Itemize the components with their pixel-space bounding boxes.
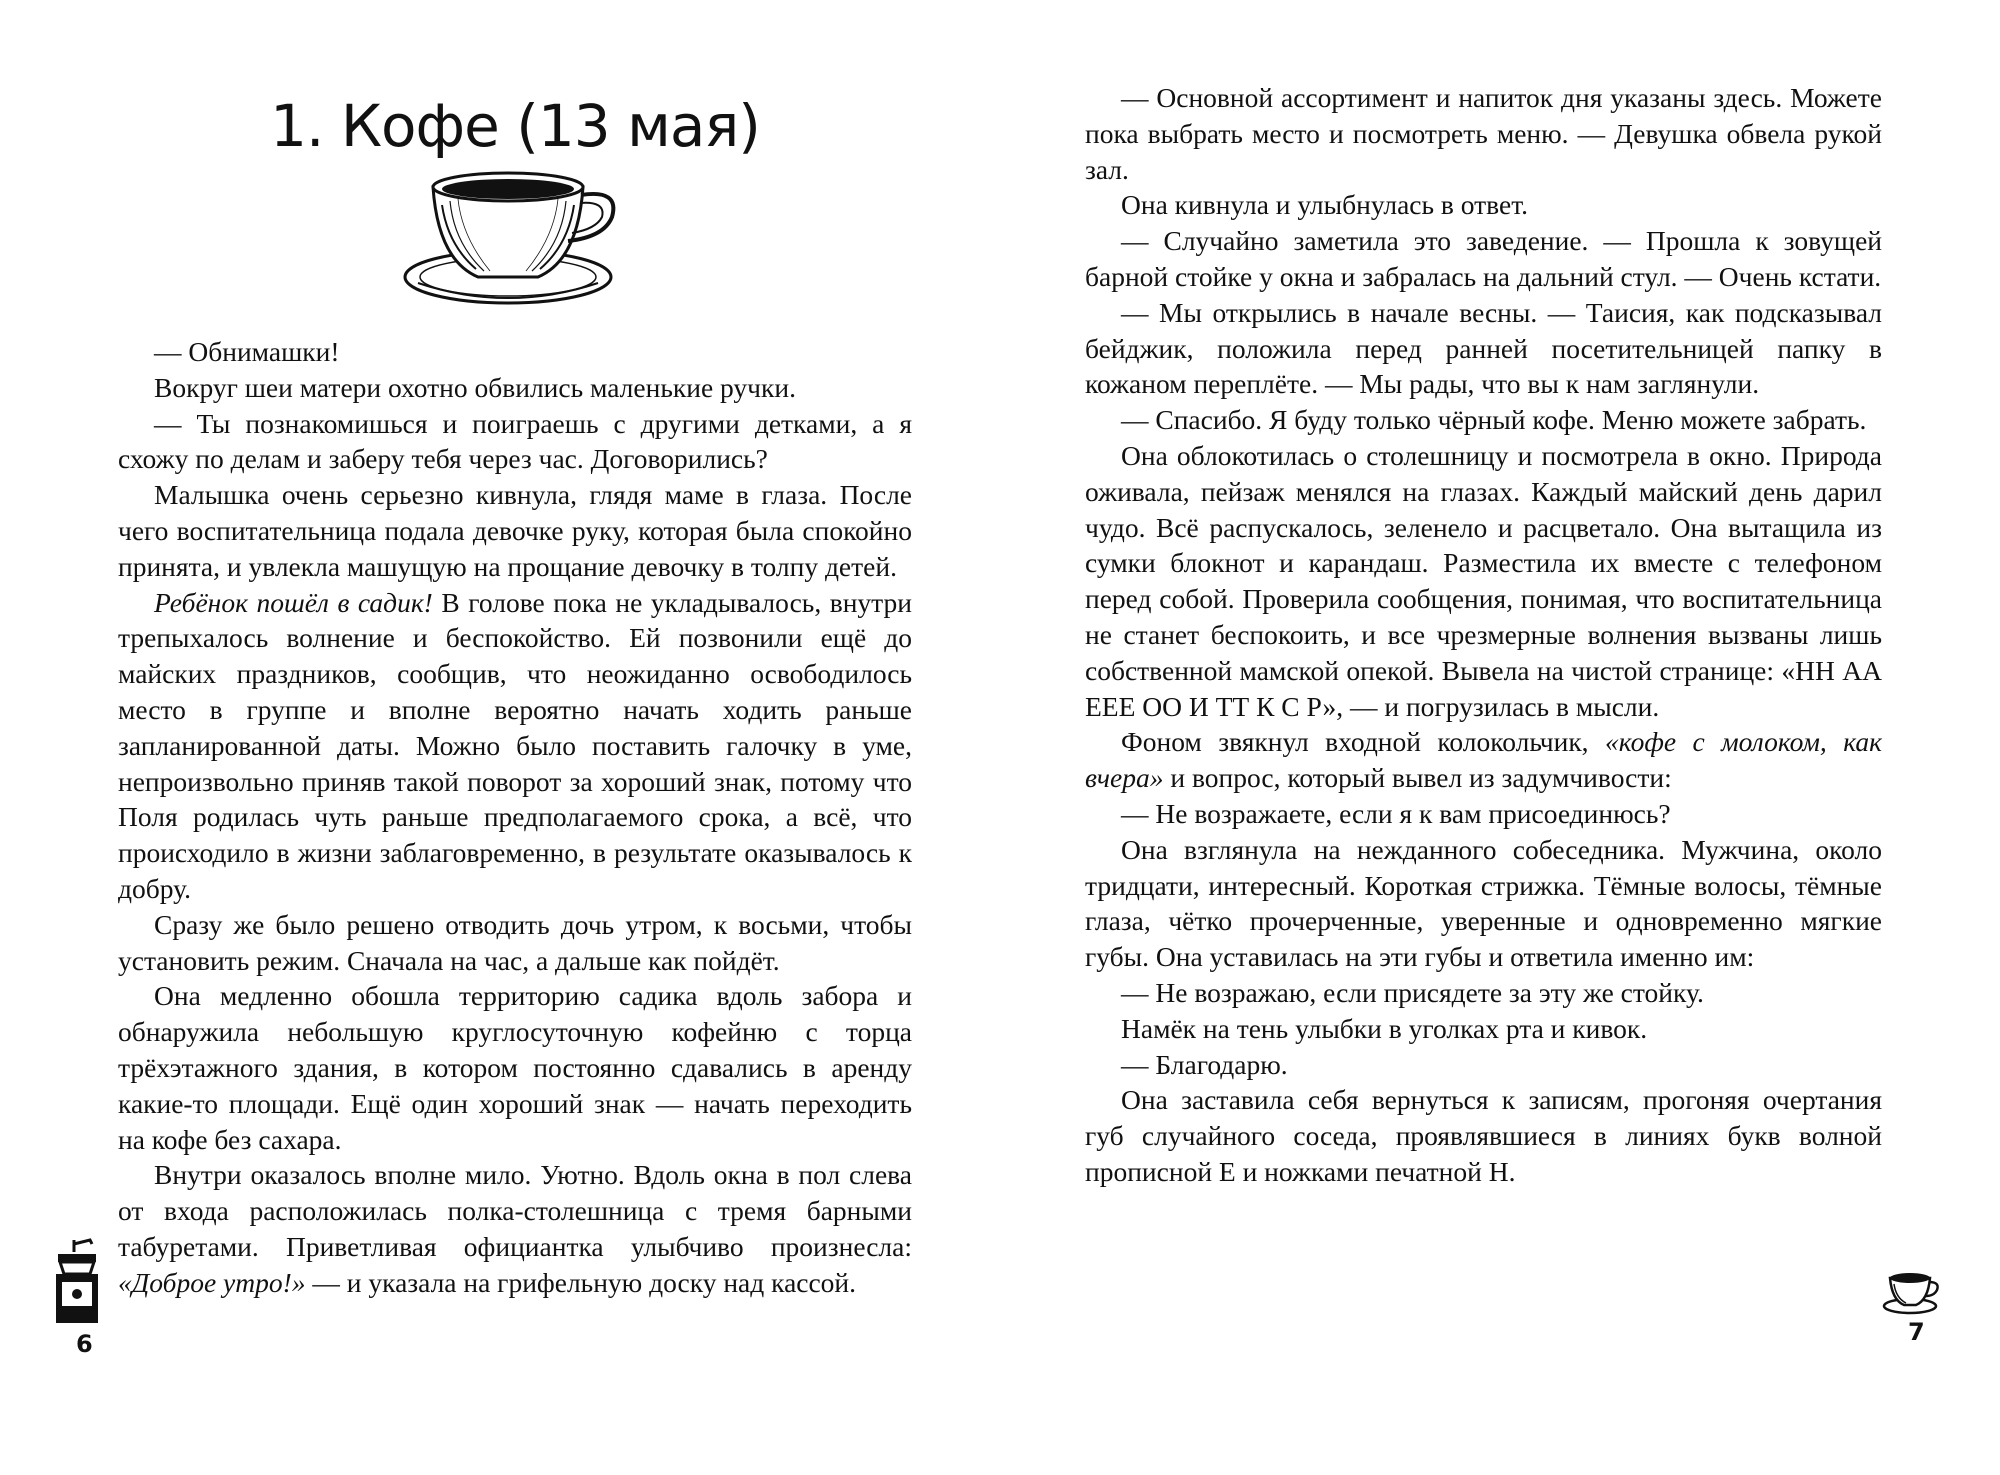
right-page-text — [1085, 80, 1882, 1190]
paragraph: — Мы открылись в начале весны. — Таисия, как подсказывал бейджик, положила перед ранней посетительницей папку в кожаном переплёте. — Мы рады, что вы к нам заглянули. — [1085, 296, 1882, 400]
paragraph: — Основной ассортимент и напиток дня указаны здесь. Можете пока выбрать место и посмотреть меню. — Девушка обвела рукой зал. — [1085, 82, 1882, 185]
paragraph: — Обнимашки! — [154, 336, 340, 367]
italic-phrase: «Доброе утро!» — [118, 1266, 306, 1298]
paragraph: Фоном звякнул входной колокольчик, «кофе с молоком, как вчера» и вопрос, который вывел из задумчивости: — [1085, 726, 1882, 794]
paragraph: Внутри оказалось вполне мило. Уютно. Вдоль окна в пол слева от входа расположилась полка-столешница с тремя барными табуретами. Приветливая официантка улыбчиво произнесла: «Доброе утро!» — и указала на грифельную доску над кассой. — [118, 1159, 912, 1298]
right-page — [1000, 0, 2000, 1475]
paragraph: Она медленно обошла территорию садика вдоль забора и обнаружила небольшую круглосуточную кофейню с торца трёхэтажного здания, в котором постоянно сдавались в аренду какие-то площади. Ещё один хороший знак — начать переходить на кофе без сахара. — [118, 980, 912, 1155]
paragraph: — Не возражаете, если я к вам присоединюсь? — [1121, 797, 1671, 829]
italic-phrase: Ребёнок пошёл в садик! — [154, 586, 433, 618]
paragraph: — Случайно заметила это заведение. — Прошла к зовущей барной стойке у окна и забралась на дальний стул. — Очень кстати. — [1085, 225, 1882, 292]
paragraph: — Благодарю. — [1121, 1048, 1288, 1080]
italic-phrase: «кофе с молоком, как вчера» — [1085, 726, 1882, 794]
paragraph: Малышка очень серьезно кивнула, глядя маме в глаза. После чего воспитательница подала девочке руку, которая была спокойно принята, и увлекла машущую на прощание девочку в толпу детей. — [118, 479, 912, 582]
paragraph: — Спасибо. Я буду только чёрный кофе. Меню можете забрать. — [1121, 404, 1867, 436]
coffee-cup-icon — [398, 165, 638, 315]
paragraph: Вокруг шеи матери охотно обвились маленькие ручки. — [154, 371, 796, 403]
chapter-title: 1. Кофе (13 мая) — [270, 92, 760, 160]
paragraph: Сразу же было решено отводить дочь утром, к восьми, чтобы установить режим. Сначала на час, а дальше как пойдёт. — [118, 908, 912, 976]
paragraph: Она кивнула и улыбнулась в ответ. — [1121, 189, 1529, 221]
paragraph: Она заставила себя вернуться к записям, прогоняя очертания губ случайного соседа, проявлявшиеся в линиях букв волной прописной Е и ножками печатной Н. — [1085, 1084, 1882, 1187]
page-number: 6 — [76, 1330, 93, 1358]
paragraph: Намёк на тень улыбки в уголках рта и кивок. — [1121, 1012, 1648, 1044]
page-number: 7 — [1908, 1318, 1925, 1346]
small-coffee-cup-icon — [1882, 1270, 1942, 1315]
paragraph: Ребёнок пошёл в садик! В голове пока не укладывалось, внутри трепыхалось волнение и беспокойство. Ей позвонили ещё до майских праздников, сообщив, что неожиданно освободилось место в группе и вполне вероятно начать ходить раньше запланированной даты. Можно было поставить галочку в уме, непроизвольно приняв такой поворот за хороший знак, потому что Поля родилась чуть раньше предполагаемого срока, а всё, что происходило в жизни заблаговременно, в результате оказывалось к добру. — [118, 586, 912, 904]
paragraph: — Ты познакомишься и поиграешь с другими детками, а я схожу по делам и заберу тебя через час. Договорились? — [118, 407, 912, 475]
paragraph: — Не возражаю, если присядете за эту же стойку. — [1121, 976, 1704, 1008]
coffee-grinder-icon — [52, 1236, 102, 1326]
paragraph: Она облокотилась о столешницу и посмотрела в окно. Природа оживала, пейзаж менялся на глазах. Каждый майский день дарил чудо. Всё распускалось, зеленело и расцветало. Она вытащила из сумки блокнот и карандаш. Разместила их вместе с телефоном перед собой. Проверила сообщения, понимая, что воспитательница не станет беспокоить, и все чрезмерные волнения вызваны лишь собственной мамской опекой. Вывела на чистой странице: «НН АА ЕЕЕ ОО И ТТ К С Р», — и погрузилась в мысли. — [1085, 439, 1882, 722]
left-page-text — [118, 334, 912, 1301]
paragraph: Она взглянула на нежданного собеседника. Мужчина, около тридцати, интересный. Короткая стрижка. Тёмные волосы, тёмные глаза, чётко прочерченные, уверенные и одновременно мягкие губы. Она уставилась на эти губы и ответила именно им: — [1085, 833, 1882, 973]
